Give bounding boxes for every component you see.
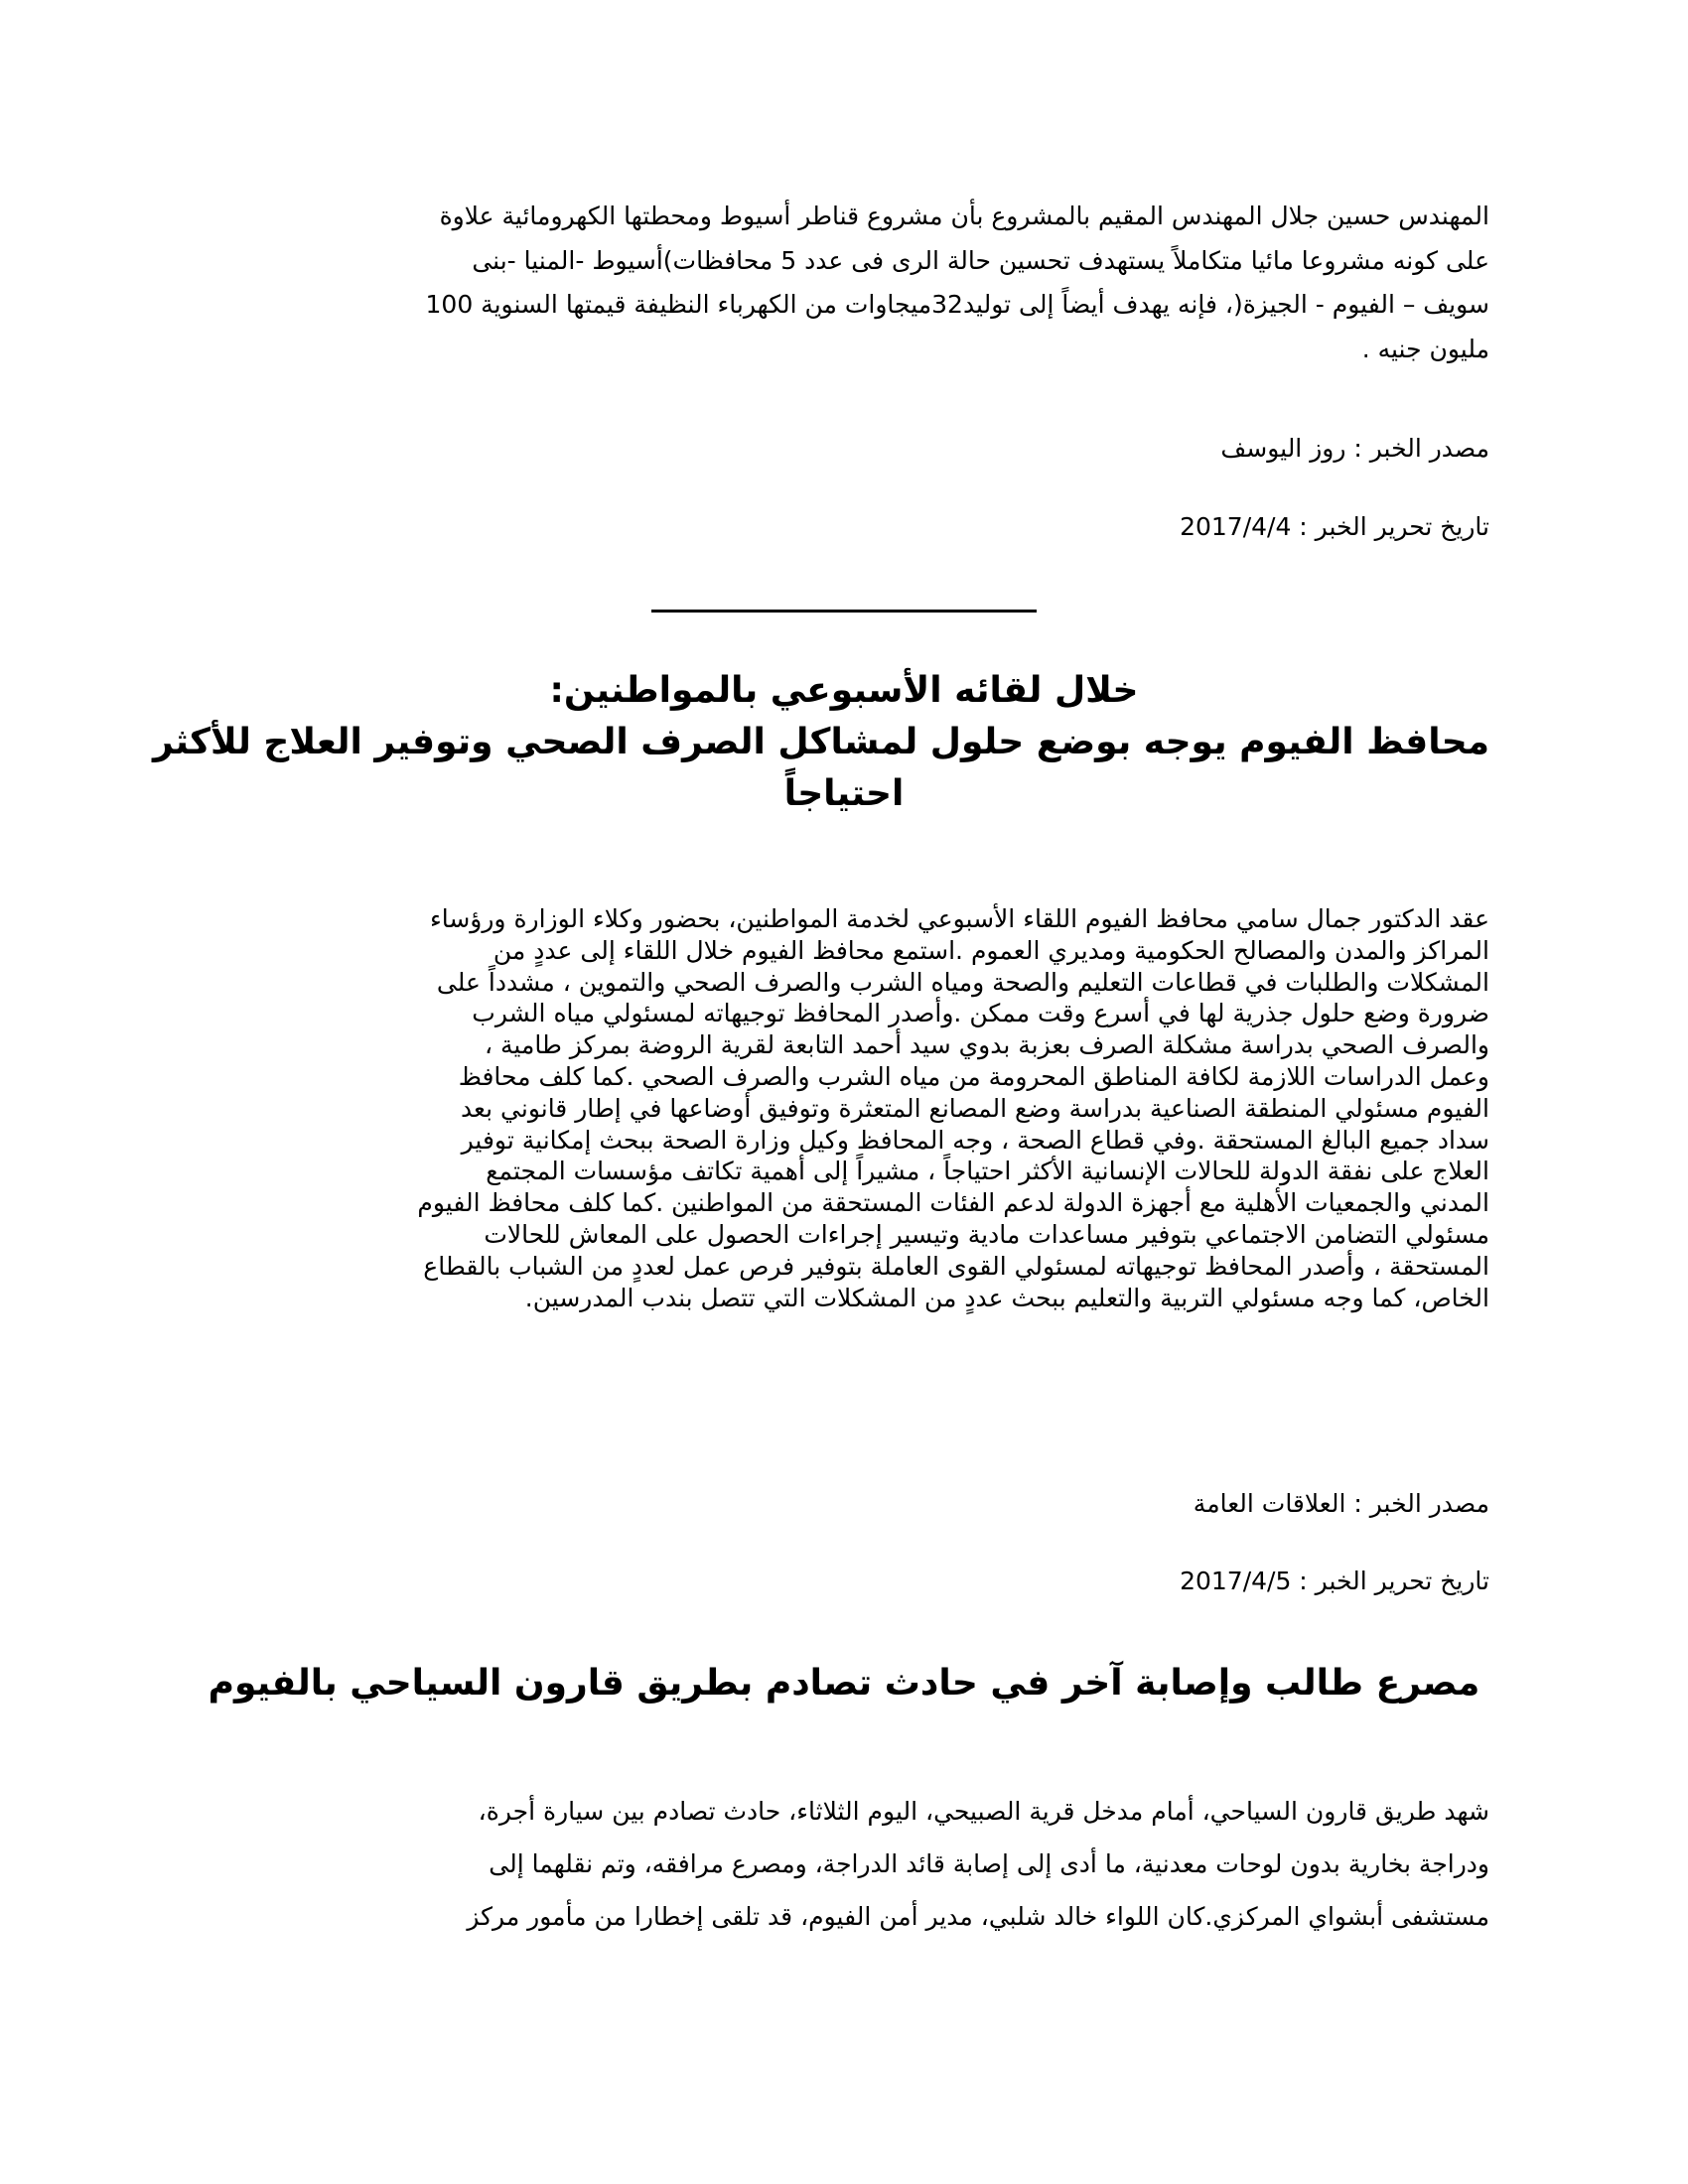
section-divider	[651, 610, 1037, 613]
body-line: ضرورة وضع حلول جذرية لها في أسرع وقت ممكن .وأصدر المحافظ توجيهاته لمسئولي مياه الشرب	[472, 999, 1489, 1028]
body-line: المهندس حسين جلال المهندس المقيم بالمشروع بأن مشروع قناطر أسيوط ومحطتها الكهرومائية علاوة	[439, 202, 1489, 230]
body-line: مسئولي التضامن الاجتماعي بتوفير مساعدات مادية وتيسير إجراءات الحصول على المعاش للحالات	[484, 1219, 1489, 1249]
body-line: مستشفى أبشواي المركزي.كان اللواء خالد شلبي، مدير أمن الفيوم، قد تلقى إخطارا من مأمور مركز	[467, 1902, 1489, 1931]
body-line: الخاص، كما وجه مسئولي التربية والتعليم ببحث عددٍ من المشكلات التي تتصل بندب المدرسين.	[524, 1283, 1489, 1312]
body-line: سويف – الفيوم - الجيزة(، فإنه يهدف أيضاً إلى توليد32ميجاوات من الكهرباء النظيفة قيمتها السنوية 100	[425, 290, 1489, 319]
body-line: الفيوم مسئولي المنطقة الصناعية بدراسة وضع المصانع المتعثرة وتوفيق أوضاعها في إطار قانوني بعد	[460, 1093, 1489, 1123]
article3-headline: مصرع طالب وإصابة آخر في حادث تصادم بطريق قارون السياحي بالفيوم	[208, 1663, 1480, 1704]
body-line: المشكلات والطلبات في قطاعات التعليم والصحة ومياه الشرب والصرف الصحي والتموين ، مشدداً على	[436, 967, 1489, 997]
article2-date: تاريخ تحرير الخبر : 2017/4/5	[1180, 1567, 1489, 1595]
article2-headline	[153, 665, 1489, 820]
body-line: عقد الدكتور جمال سامي محافظ الفيوم اللقاء الأسبوعي لخدمة المواطنين، بحضور وكلاء الوزارة ورؤساء	[429, 904, 1489, 933]
article3-body	[199, 1785, 1489, 1943]
body-line: المراكز والمدن والمصالح الحكومية ومديري العموم .استمع محافظ الفيوم خلال اللقاء إلى عددٍ من	[492, 935, 1489, 965]
headline-line: خلال لقائه الأسبوعي بالمواطنين:	[549, 670, 1139, 711]
article1-body	[199, 195, 1489, 371]
headline-line: محافظ الفيوم يوجه بوضع حلول لمشاكل الصرف الصحي وتوفير العلاج للأكثر	[153, 722, 1489, 762]
article1-date: تاريخ تحرير الخبر : 2017/4/4	[1180, 512, 1489, 541]
body-line: والصرف الصحي بدراسة مشكلة الصرف بعزبة بدوي سيد أحمد التابعة لقرية الروضة بمركز طامية ،	[484, 1030, 1489, 1060]
body-line: المدني والجمعيات الأهلية مع أجهزة الدولة لدعم الفئات المستحقة من المواطنين .كما كلف محافظ الفيوم	[417, 1188, 1489, 1218]
body-line: على كونه مشروعا مائيا متكاملاً يستهدف تحسين حالة الرى فى عدد 5 محافظات)أسيوط -المنيا -بنى	[472, 245, 1489, 275]
article2-body	[199, 903, 1489, 1313]
body-line: شهد طريق قارون السياحي، أمام مدخل قرية الصبيحي، اليوم الثلاثاء، حادث تصادم بين سيارة أجرة،	[478, 1797, 1489, 1826]
body-line: المستحقة ، وأصدر المحافظ توجيهاته لمسئولي القوى العاملة بتوفير فرص عمل لعددٍ من الشباب بالقطاع	[423, 1251, 1489, 1281]
body-line: وعمل الدراسات اللازمة لكافة المناطق المحرومة من مياه الشرب والصرف الصحي .كما كلف محافظ	[458, 1061, 1489, 1091]
article2-source: مصدر الخبر : العلاقات العامة	[1193, 1489, 1489, 1518]
body-line: ودراجة بخارية بدون لوحات معدنية، ما أدى إلى إصابة قائد الدراجة، ومصرع مرافقه، وتم نقلهما إلى	[489, 1849, 1489, 1878]
article1-source: مصدر الخبر : روز اليوسف	[1220, 434, 1489, 463]
body-line: العلاج على نفقة الدولة للحالات الإنسانية الأكثر احتياجاً ، مشيراً إلى أهمية تكاتف مؤسسات المجتمع	[486, 1157, 1489, 1186]
body-line: سداد جميع البالغ المستحقة .وفي قطاع الصحة ، وجه المحافظ وكيل وزارة الصحة ببحث إمكانية توفير	[461, 1125, 1489, 1155]
headline-line: احتياجاً	[783, 773, 905, 814]
body-line: مليون جنيه .	[1361, 334, 1489, 363]
